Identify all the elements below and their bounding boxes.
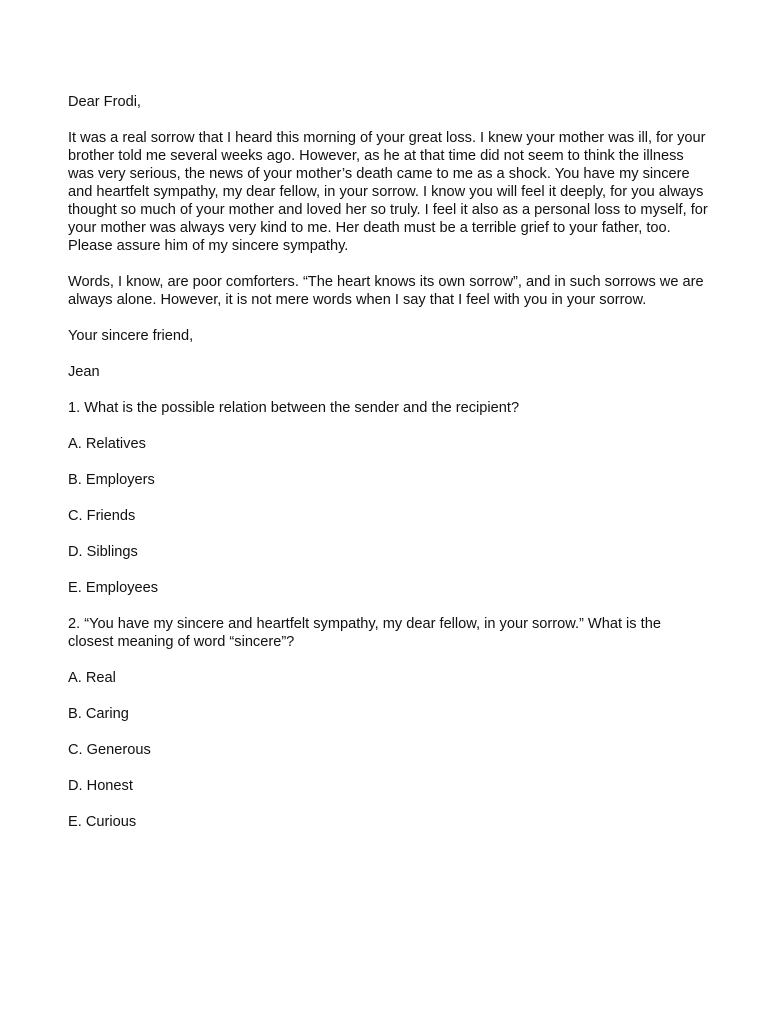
answer-option: A. Relatives [68, 436, 146, 452]
answer-option: D. Siblings [68, 544, 138, 560]
answer-option: C. Friends [68, 508, 136, 524]
letter-salutation: Dear Frodi, [68, 94, 141, 110]
answer-option: C. Generous [68, 742, 151, 758]
question-text: 2. “You have my sincere and heartfelt sympathy, my dear fellow, in your sorrow.” What is the closest meaning of word “sincere”? [68, 616, 661, 650]
question-text: 1. What is the possible relation between the sender and the recipient? [68, 400, 520, 416]
answer-option: D. Honest [68, 778, 133, 794]
answer-option: E. Employees [68, 580, 159, 596]
answer-option: E. Curious [68, 814, 137, 830]
answer-option: B. Employers [68, 472, 155, 488]
letter-paragraph: Words, I know, are poor comforters. “The heart knows its own sorrow”, and in such sorrows we are always alone. However, it is not mere words when I say that I feel with you in your sorrow. [68, 274, 704, 308]
letter-closing: Your sincere friend, [68, 328, 194, 344]
letter-paragraph: It was a real sorrow that I heard this morning of your great loss. I knew your mother was ill, for your brother told me several weeks ago. However, as he at that time did not seem to think the illness was very serious, the news of your mother’s death came to me as a shock. You have my sincere and heartfelt sympathy, my dear fellow, in your sorrow. I know you will feel it deeply, for you always thought so much of your mother and loved her so truly. I feel it also as a personal loss to myself, for your mother was always very kind to me. Her death must be a terrible grief to your father, too. Please assure him of my sincere sympathy. [68, 130, 708, 254]
answer-option: A. Real [68, 670, 116, 686]
answer-option: B. Caring [68, 706, 129, 722]
letter-signature: Jean [68, 364, 100, 380]
document-body [68, 93, 708, 849]
